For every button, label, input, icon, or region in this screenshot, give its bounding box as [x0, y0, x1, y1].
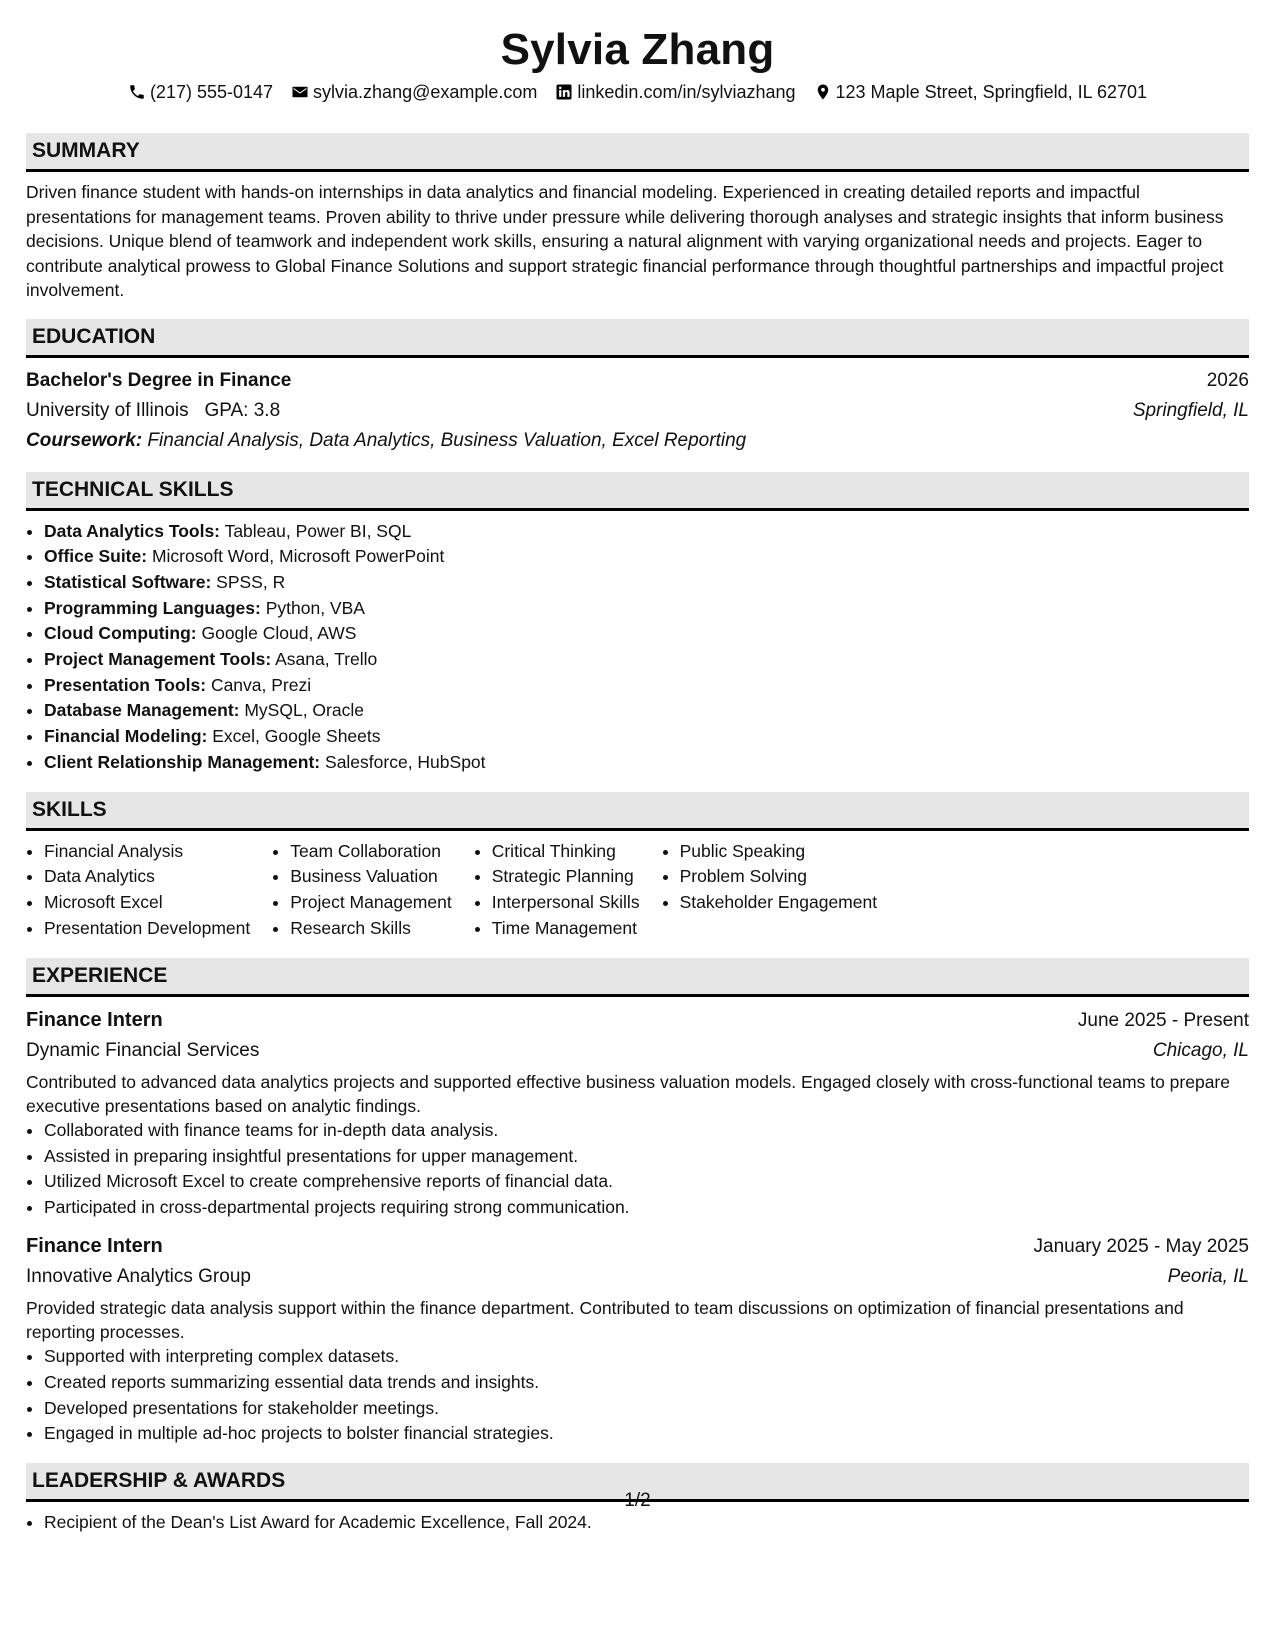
- job-company-row: [26, 1036, 1249, 1066]
- technical-skill-label: Cloud Computing:: [44, 623, 197, 644]
- technical-skill-item: [44, 570, 1249, 596]
- map-pin-icon: [814, 83, 832, 101]
- school-name: University of Illinois: [26, 399, 189, 421]
- section-heading-experience: EXPERIENCE: [26, 958, 1249, 997]
- job-title: Finance Intern: [26, 1008, 163, 1031]
- skills-column: [662, 839, 878, 942]
- technical-skill-label: Presentation Tools:: [44, 674, 207, 695]
- skill-item: • Research Skills: [290, 916, 451, 942]
- technical-skill-item: [44, 724, 1249, 750]
- skill-item: • Business Valuation: [290, 864, 451, 890]
- skill-item: • Public Speaking: [680, 839, 878, 865]
- technical-skill-label: Statistical Software:: [44, 571, 212, 592]
- leadership-item: • Recipient of the Dean's List Award for Academic Excellence, Fall 2024.: [44, 1510, 1249, 1536]
- job-bullet: • Created reports summarizing essential data trends and insights.: [44, 1370, 1249, 1396]
- job-dates: June 2025 - Present: [1077, 1009, 1249, 1031]
- skill-item: • Time Management: [492, 916, 640, 942]
- email-link[interactable]: sylvia.zhang@example.com: [313, 82, 538, 102]
- skill-item: • Team Collaboration: [290, 839, 451, 865]
- technical-skill-value: Asana, Trello: [275, 649, 378, 670]
- experience-list: [26, 1005, 1249, 1447]
- phone-icon: [128, 83, 146, 101]
- school-location: Springfield, IL: [1132, 399, 1249, 421]
- linkedin-link[interactable]: linkedin.com/in/sylviazhang: [577, 82, 796, 102]
- linkedin-icon: [555, 83, 573, 101]
- job-description: Contributed to advanced data analytics projects and supported effective business valuation models. Engaged closely with cross-functional teams to prepare executive presentations based on analytic findings.: [26, 1071, 1230, 1116]
- education-school-row: [26, 396, 1249, 426]
- skill-item: • Stakeholder Engagement: [680, 890, 878, 916]
- technical-skill-item: [44, 698, 1249, 724]
- leadership-list: [26, 1510, 1249, 1536]
- technical-skill-item: [44, 647, 1249, 673]
- job-bullets: [26, 1344, 1249, 1447]
- technical-skill-value: Google Cloud, AWS: [201, 623, 357, 644]
- skill-item: • Data Analytics: [44, 864, 250, 890]
- job-entry: [26, 1231, 1249, 1447]
- technical-skill-item: [44, 596, 1249, 622]
- skills-column: [272, 839, 451, 942]
- summary-text: Driven finance student with hands-on internships in data analytics and financial modeling. Experienced in creating detailed reports and impactful presentations for management teams. Proven ability to thrive under pressure while delivering thorough analyses and strategic insights that inform business decisions. Unique blend of teamwork and independent work skills, ensuring a natural alignment with varying organizational needs and projects. Eager to contribute analytical prowess to Global Finance Solutions and support strategic financial performance through thoughtful partnerships and impactful project involvement.: [26, 182, 1224, 300]
- job-dates: January 2025 - May 2025: [1033, 1235, 1249, 1257]
- skill-item: • Strategic Planning: [492, 864, 640, 890]
- job-location: Peoria, IL: [1167, 1265, 1249, 1287]
- contact-address: [814, 80, 1148, 104]
- job-title: Finance Intern: [26, 1234, 163, 1257]
- skill-item: • Problem Solving: [680, 864, 878, 890]
- degree-title: Bachelor's Degree in Finance: [26, 369, 292, 391]
- education-degree-row: [26, 366, 1249, 396]
- section-heading-technical-skills: TECHNICAL SKILLS: [26, 472, 1249, 511]
- job-bullet: • Assisted in preparing insightful presentations for upper management.: [44, 1144, 1249, 1170]
- job-bullets: [26, 1118, 1249, 1221]
- technical-skill-value: Excel, Google Sheets: [212, 726, 381, 747]
- contact-bar: [26, 80, 1249, 104]
- technical-skill-item: [44, 673, 1249, 699]
- job-bullet: • Utilized Microsoft Excel to create comprehensive reports of financial data.: [44, 1169, 1249, 1195]
- job-bullet: • Engaged in multiple ad-hoc projects to bolster financial strategies.: [44, 1421, 1249, 1447]
- technical-skill-label: Office Suite:: [44, 546, 148, 567]
- skills-column: [26, 839, 250, 942]
- technical-skill-label: Data Analytics Tools:: [44, 520, 221, 541]
- technical-skill-item: [44, 750, 1249, 776]
- job-title-row: [26, 1005, 1249, 1036]
- section-heading-summary: SUMMARY: [26, 133, 1249, 172]
- job-title-row: [26, 1231, 1249, 1262]
- coursework-label: Coursework:: [26, 429, 143, 451]
- job-company: Innovative Analytics Group: [26, 1265, 251, 1287]
- technical-skill-item: [44, 544, 1249, 570]
- section-heading-leadership: LEADERSHIP & AWARDS: [26, 1463, 1249, 1502]
- technical-skill-label: Programming Languages:: [44, 597, 261, 618]
- envelope-icon: [291, 83, 309, 101]
- contact-linkedin[interactable]: [555, 80, 795, 104]
- technical-skill-label: Client Relationship Management:: [44, 751, 321, 772]
- section-heading-education: EDUCATION: [26, 319, 1249, 358]
- skill-item: • Project Management: [290, 890, 451, 916]
- technical-skill-label: Financial Modeling:: [44, 726, 208, 747]
- technical-skills-list: [26, 519, 1249, 776]
- technical-skill-value: Python, VBA: [265, 597, 365, 618]
- skill-item: • Financial Analysis: [44, 839, 250, 865]
- contact-email[interactable]: [291, 80, 537, 104]
- job-bullet: • Collaborated with finance teams for in-depth data analysis.: [44, 1118, 1249, 1144]
- section-heading-skills: SKILLS: [26, 792, 1249, 831]
- school-and-gpa: [26, 396, 280, 426]
- job-bullet: • Supported with interpreting complex datasets.: [44, 1344, 1249, 1370]
- technical-skill-label: Database Management:: [44, 700, 240, 721]
- skill-item: • Presentation Development: [44, 916, 250, 942]
- technical-skill-label: Project Management Tools:: [44, 649, 272, 670]
- contact-phone: [128, 80, 273, 104]
- gpa: GPA: 3.8: [204, 399, 281, 421]
- job-description: Provided strategic data analysis support within the finance department. Contributed to team discussions on optimization of financial presentations and reporting processes.: [26, 1297, 1184, 1342]
- skills-column: [474, 839, 640, 942]
- phone-number: (217) 555-0147: [149, 82, 274, 102]
- skills-grid: [26, 839, 1249, 942]
- job-bullet: • Developed presentations for stakeholder meetings.: [44, 1396, 1249, 1422]
- graduation-year: 2026: [1206, 369, 1249, 391]
- page-indicator: 1/2: [624, 1490, 651, 1511]
- address-text: 123 Maple Street, Springfield, IL 62701: [835, 82, 1148, 102]
- skill-item: • Microsoft Excel: [44, 890, 250, 916]
- job-location: Chicago, IL: [1152, 1039, 1249, 1061]
- technical-skill-item: [44, 621, 1249, 647]
- skill-item: • Interpersonal Skills: [492, 890, 640, 916]
- technical-skill-value: Tableau, Power BI, SQL: [224, 520, 412, 541]
- technical-skill-value: Microsoft Word, Microsoft PowerPoint: [151, 546, 445, 567]
- candidate-name: Sylvia Zhang: [500, 25, 775, 74]
- job-company-row: [26, 1262, 1249, 1292]
- technical-skill-value: Salesforce, HubSpot: [325, 751, 486, 772]
- technical-skill-value: Canva, Prezi: [210, 674, 312, 695]
- coursework-list: Financial Analysis, Data Analytics, Business Valuation, Excel Reporting: [147, 429, 747, 451]
- job-company: Dynamic Financial Services: [26, 1039, 260, 1061]
- job-entry: [26, 1005, 1249, 1221]
- job-bullet: • Participated in cross-departmental projects requiring strong communication.: [44, 1195, 1249, 1221]
- technical-skill-value: MySQL, Oracle: [244, 700, 364, 721]
- skill-item: • Critical Thinking: [492, 839, 640, 865]
- coursework-row: [26, 426, 1249, 456]
- technical-skill-value: SPSS, R: [216, 571, 286, 592]
- technical-skill-item: [44, 519, 1249, 545]
